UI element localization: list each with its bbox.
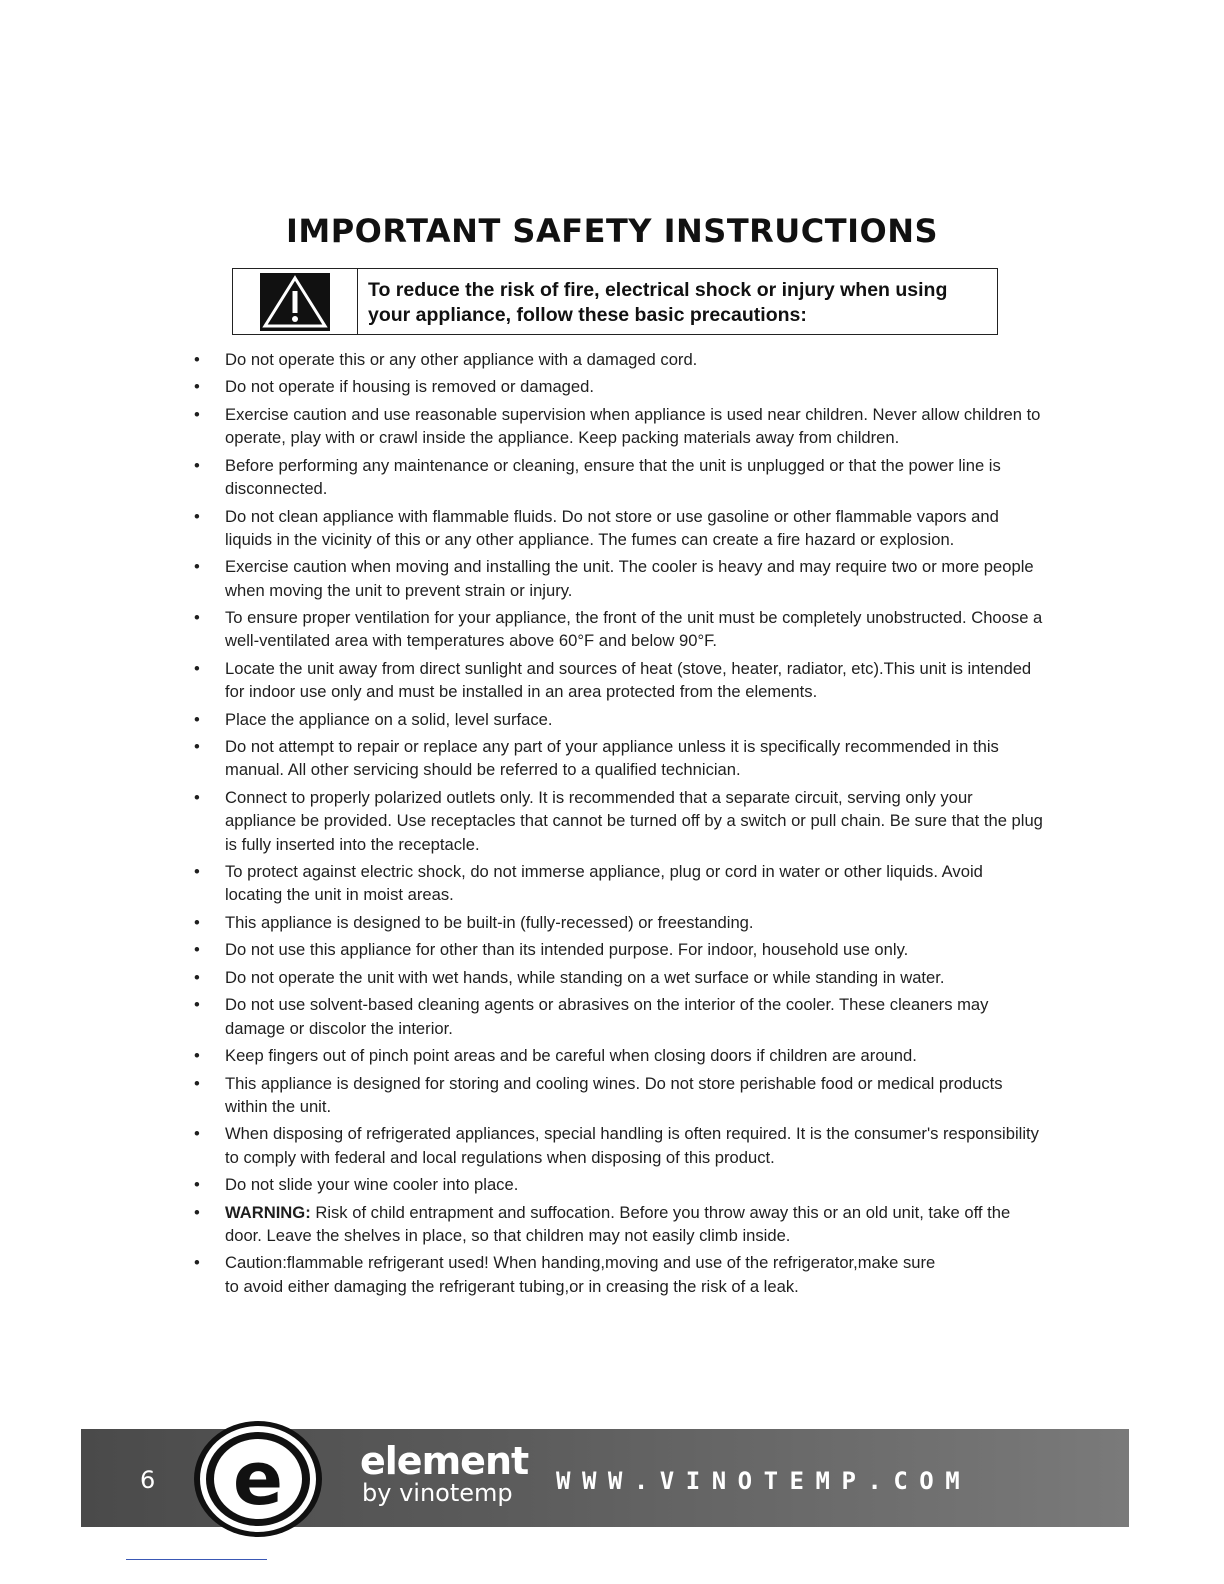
rule-item (194, 1072, 1044, 1119)
rule-item (194, 708, 1044, 731)
caution-line1: Caution:flammable refrigerant used! When handing,moving and use of the refrigerator,make sure (225, 1253, 936, 1273)
rule-item (194, 966, 1044, 989)
page-number: 6 (140, 1466, 156, 1494)
rule-text: Locate the unit away from direct sunlight and sources of heat (stove, heater, radiator, etc).This unit is intended for indoor use only and must be installed in an area protected from the elements. (225, 658, 1032, 702)
rule-text: To protect against electric shock, do not immerse appliance, plug or cord in water or other liquids. Avoid locating the unit in moist areas. (225, 862, 983, 905)
rule-text: Before performing any maintenance or cleaning, ensure that the unit is unplugged or that the power line is disconnected. (225, 455, 1001, 499)
rule-item (194, 860, 1044, 907)
rule-text: Do not operate the unit with wet hands, while standing on a wet surface or while standing in water. (225, 967, 945, 987)
rule-text: Do not slide your wine cooler into place. (225, 1175, 519, 1195)
rule-text: Do not clean appliance with flammable fluids. Do not store or use gasoline or other flammable vapors and liquids in the vicinity of this or any other appliance. The fumes can create a fire hazard or explosion. (225, 506, 999, 549)
bullet: • (194, 967, 200, 987)
warning-callout (232, 268, 998, 335)
bullet: • (194, 377, 200, 397)
rule-item-caution (194, 1251, 1044, 1298)
warning-line-1: To reduce the risk of fire, electrical shock or injury when using (368, 279, 948, 301)
bullet: • (194, 1175, 200, 1195)
rule-text: Place the appliance on a solid, level surface. (225, 709, 553, 729)
rule-text: Connect to properly polarized outlets only. It is recommended that a separate circuit, serving only your appliance be provided. Use receptacles that cannot be turned off by a switch or pull chain. Be sure that the plug is fully inserted into the receptacle. (225, 787, 1043, 854)
rule-text: Risk of child entrapment and suffocation. Before you throw away this or an old unit, take off the door. Leave the shelves in place, so that children may not easily climb inside. (225, 1202, 1011, 1245)
bullet: • (194, 1253, 200, 1273)
bullet: • (194, 455, 200, 475)
bullet: • (194, 404, 200, 424)
rule-item (194, 505, 1044, 552)
rule-item (194, 993, 1044, 1040)
bullet: • (194, 912, 200, 932)
safety-rules-list (194, 348, 1044, 1302)
rule-text: Do not operate this or any other appliance with a damaged cord. (225, 350, 698, 369)
rule-text: Do not attempt to repair or replace any part of your appliance unless it is specifically recommended in this manual. All other servicing should be referred to a qualified technician. (225, 737, 999, 780)
rule-text: When disposing of refrigerated appliances, special handling is often required. It is the consumer's responsibility to comply with federal and local regulations when disposing of this product. (225, 1124, 1039, 1167)
bullet: • (194, 940, 200, 960)
rule-text: Do not use this appliance for other than its intended purpose. For indoor, household use only. (225, 940, 909, 960)
bullet: • (194, 350, 200, 369)
bottom-divider (126, 1559, 267, 1560)
bullet: • (194, 506, 200, 526)
rule-item (194, 1044, 1044, 1067)
rule-text: Exercise caution when moving and installing the unit. The cooler is heavy and may require two or more people when moving the unit to prevent strain or injury. (225, 557, 1034, 600)
bullet: • (194, 658, 200, 678)
bullet: • (194, 1073, 200, 1093)
bullet: • (194, 995, 200, 1015)
rule-item (194, 403, 1044, 450)
bullet: • (194, 787, 200, 807)
bullet: • (194, 1202, 200, 1222)
rule-item (194, 1122, 1044, 1169)
bullet: • (194, 557, 200, 577)
rule-item (194, 606, 1044, 653)
rule-text: Do not use solvent-based cleaning agents or abrasives on the interior of the cooler. These cleaners may damage or discolor the interior. (225, 995, 989, 1038)
rule-item (194, 454, 1044, 501)
bullet: • (194, 1124, 200, 1144)
page-title: IMPORTANT SAFETY INSTRUCTIONS (285, 212, 939, 250)
rule-item (194, 911, 1044, 934)
logo-letter: e (232, 1436, 284, 1522)
rule-item (194, 786, 1044, 856)
brand-subtitle: by vinotemp (362, 1479, 513, 1507)
rule-text: This appliance is designed for storing and cooling wines. Do not store perishable food or medical products within the unit. (225, 1073, 1003, 1116)
element-e-logo-icon (192, 1419, 324, 1539)
caution-line2: to avoid either damaging the refrigerant tubing,or in creasing the risk of a leak. (225, 1276, 799, 1296)
bullet: • (194, 1046, 200, 1066)
bullet: • (194, 608, 200, 628)
brand-name: element (360, 1439, 529, 1483)
rule-text: Exercise caution and use reasonable supervision when appliance is used near children. Never allow children to operate, play with or crawl inside the appliance. Keep packing materials away from children. (225, 404, 1041, 448)
rule-item (194, 938, 1044, 961)
warning-triangle-icon (260, 273, 330, 331)
rule-item (194, 1173, 1044, 1196)
website-url: WWW.VINOTEMP.COM (556, 1467, 972, 1495)
warning-label: WARNING: (225, 1202, 311, 1222)
warning-line-2: your appliance, follow these basic precautions: (368, 304, 807, 326)
rule-item (194, 375, 1044, 398)
rule-item (194, 348, 1044, 371)
bullet: • (194, 862, 200, 881)
rule-item (194, 657, 1044, 704)
rule-text: Keep fingers out of pinch point areas and be careful when closing doors if children are around. (225, 1046, 917, 1066)
rule-item (194, 555, 1044, 602)
rule-item-warning (194, 1201, 1044, 1248)
rule-item (194, 735, 1044, 782)
rule-text: Do not operate if housing is removed or damaged. (225, 377, 594, 397)
rule-text: This appliance is designed to be built-in (fully-recessed) or freestanding. (225, 912, 754, 932)
rule-text: To ensure proper ventilation for your appliance, the front of the unit must be completely unobstructed. Choose a well-ventilated area with temperatures above 60°F and below 90°F. (225, 608, 1043, 651)
bullet: • (194, 737, 200, 757)
bullet: • (194, 709, 200, 729)
